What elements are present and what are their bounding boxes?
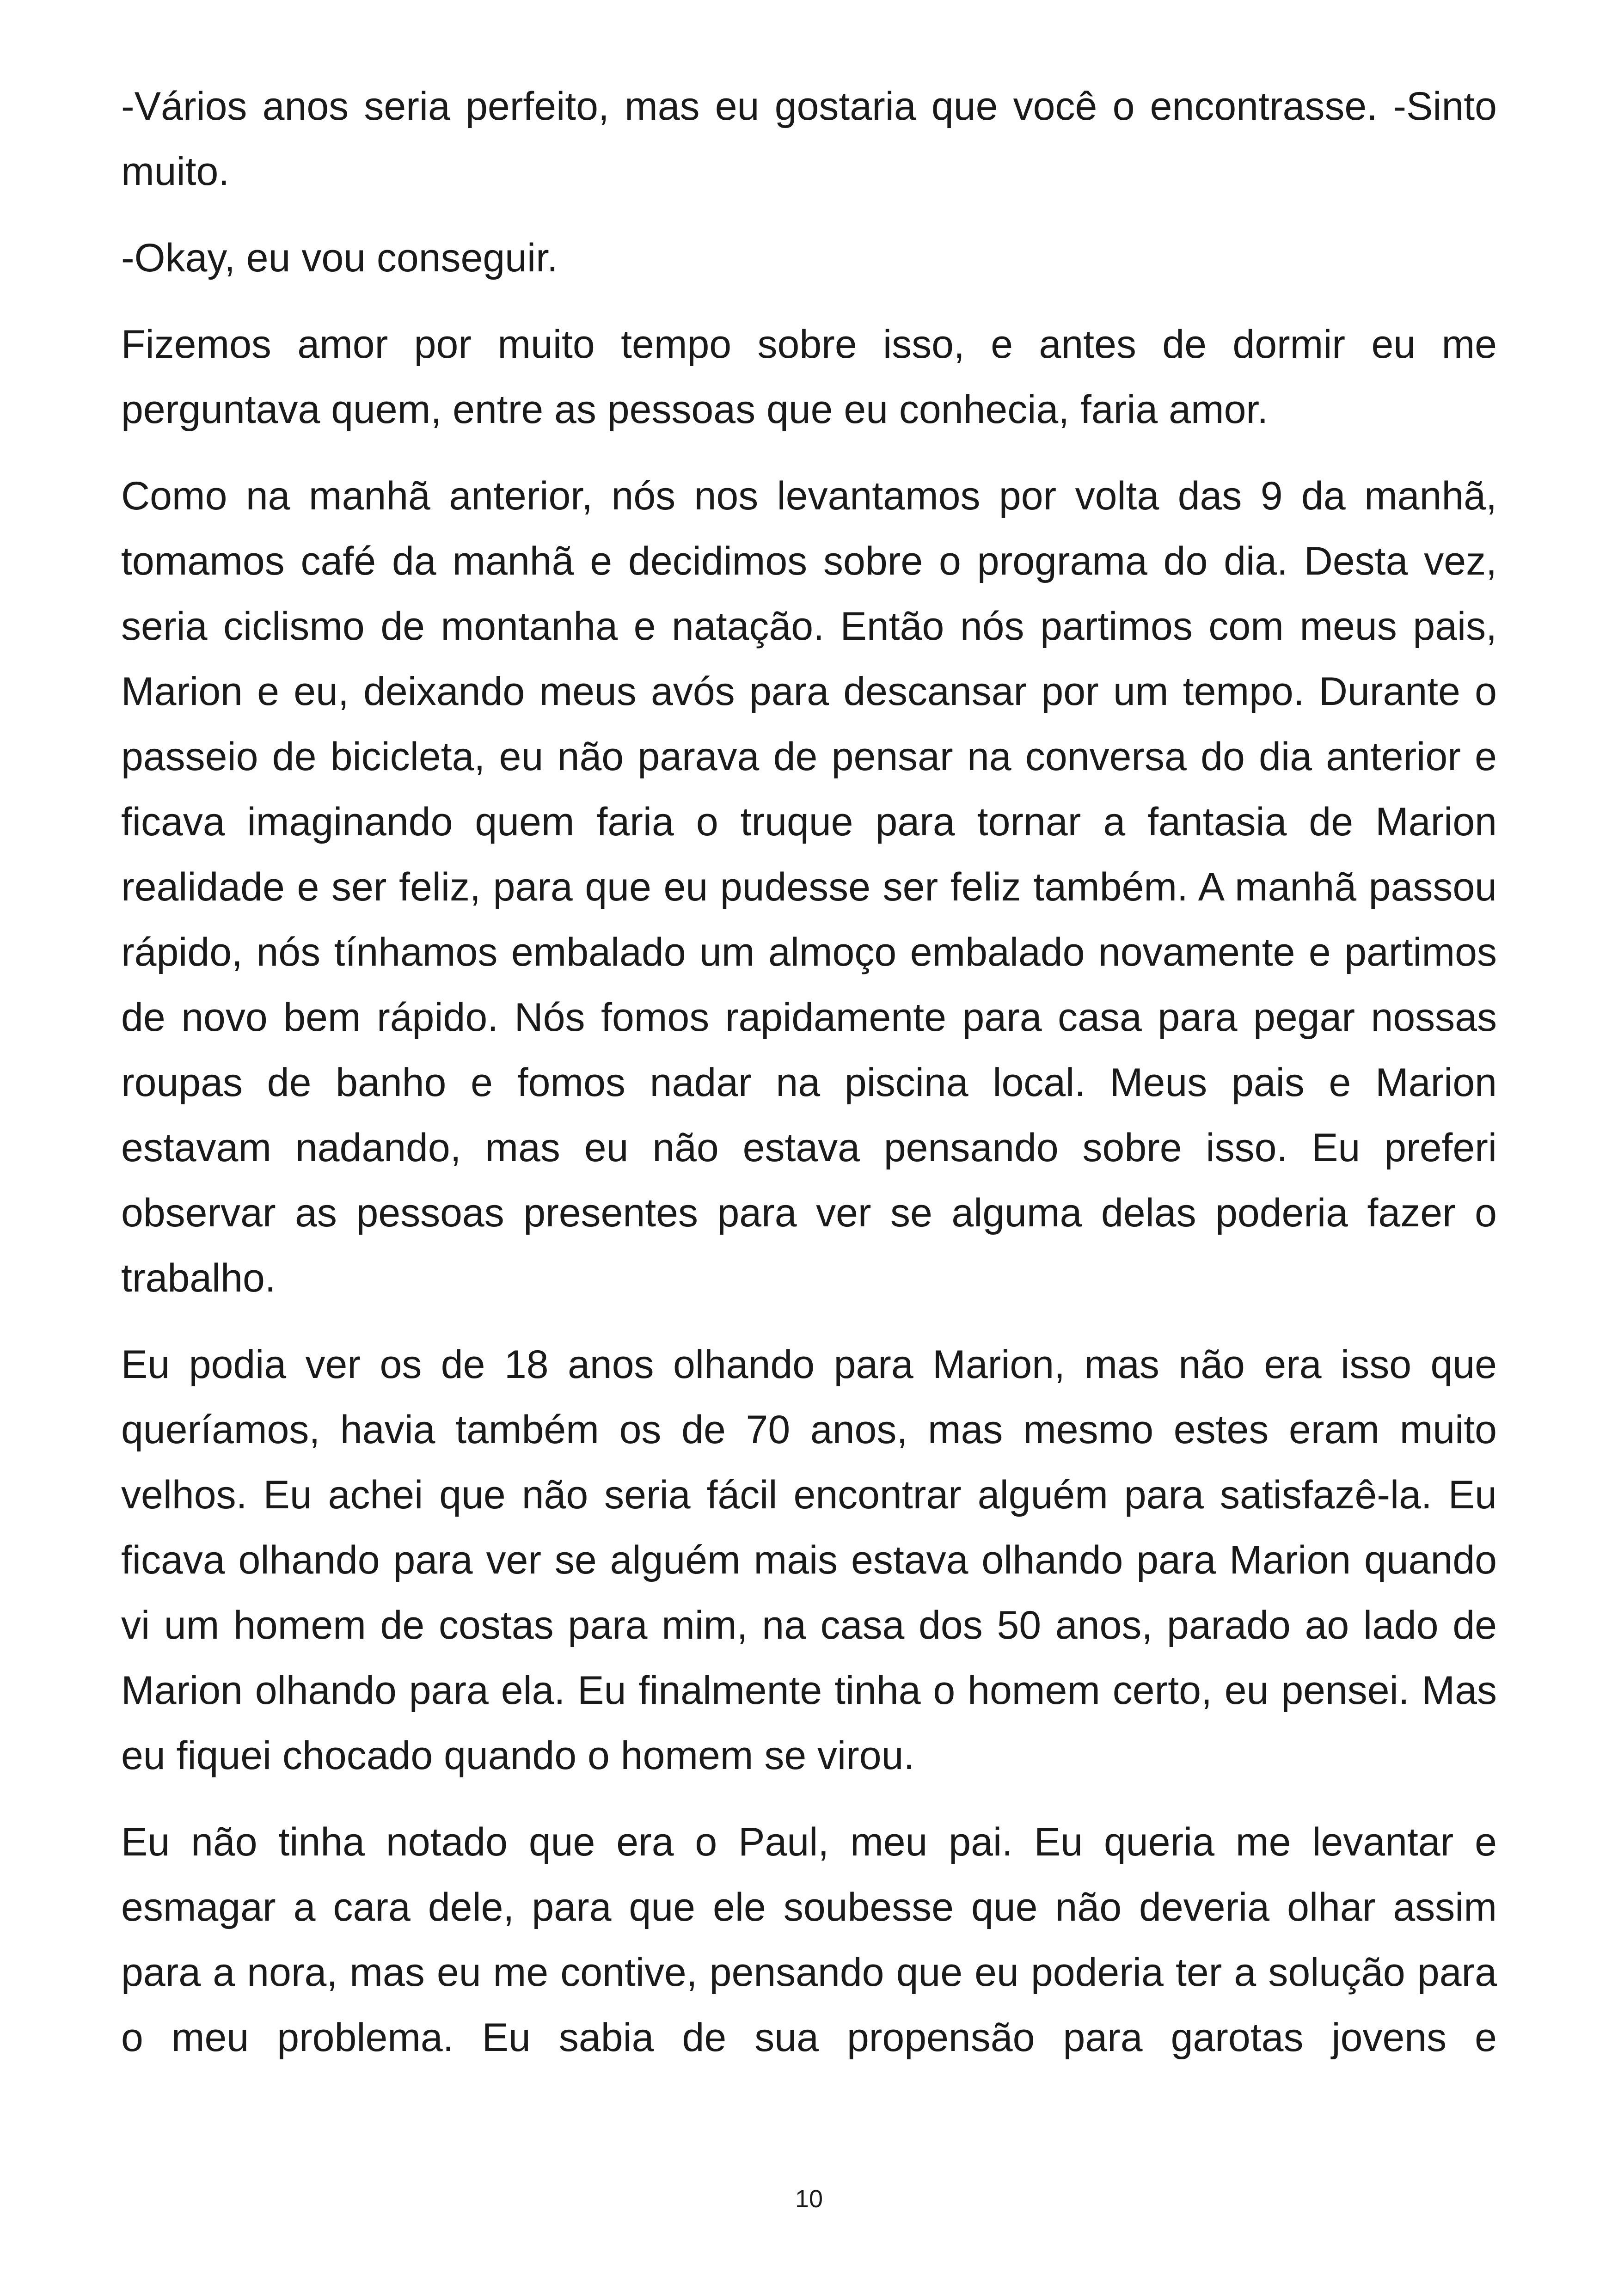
paragraph: Eu não tinha notado que era o Paul, meu pai. Eu queria me levantar e esmagar a cara dele, para que ele soubesse que não deveria olhar assim para a nora, mas eu me contive, pensando que eu poderia ter a solução para o meu problema. Eu sabia de sua propensão para garotas jovens e bbox=[121, 1820, 1497, 2060]
page-number: 10 bbox=[795, 2185, 823, 2213]
body-text bbox=[121, 74, 1497, 2092]
paragraph: -Vários anos seria perfeito, mas eu gostaria que você o encontrasse. -Sinto muito. bbox=[121, 84, 1497, 194]
paragraph: -Okay, eu vou conseguir. bbox=[121, 236, 558, 280]
paragraph: Fizemos amor por muito tempo sobre isso, e antes de dormir eu me perguntava quem, entre as pessoas que eu conhecia, faria amor. bbox=[121, 322, 1497, 432]
paragraph: Como na manhã anterior, nós nos levantamos por volta das 9 da manhã, tomamos café da manhã e decidimos sobre o programa do dia. Desta vez, seria ciclismo de montanha e natação. Então nós partimos com meus pais, Marion e eu, deixando meus avós para descansar por um tempo. Durante o passeio de bicicleta, eu não parava de pensar na conversa do dia anterior e ficava imaginando quem faria o truque para tornar a fantasia de Marion realidade e ser feliz, para que eu pudesse ser feliz também. A manhã passou rápido, nós tínhamos embalado um almoço embalado novamente e partimos de novo bem rápido. Nós fomos rapidamente para casa para pegar nossas roupas de banho e fomos nadar na piscina local. Meus pais e Marion estavam nadando, mas eu não estava pensando sobre isso. Eu preferi observar as pessoas presentes para ver se alguma delas poderia fazer o trabalho. bbox=[121, 474, 1497, 1300]
paragraph: Eu podia ver os de 18 anos olhando para Marion, mas não era isso que queríamos, havia também os de 70 anos, mas mesmo estes eram muito velhos. Eu achei que não seria fácil encontrar alguém para satisfazê-la. Eu ficava olhando para ver se alguém mais estava olhando para Marion quando vi um homem de costas para mim, na casa dos 50 anos, parado ao lado de Marion olhando para ela. Eu finalmente tinha o homem certo, eu pensei. Mas eu fiquei chocado quando o homem se virou. bbox=[121, 1342, 1497, 1778]
